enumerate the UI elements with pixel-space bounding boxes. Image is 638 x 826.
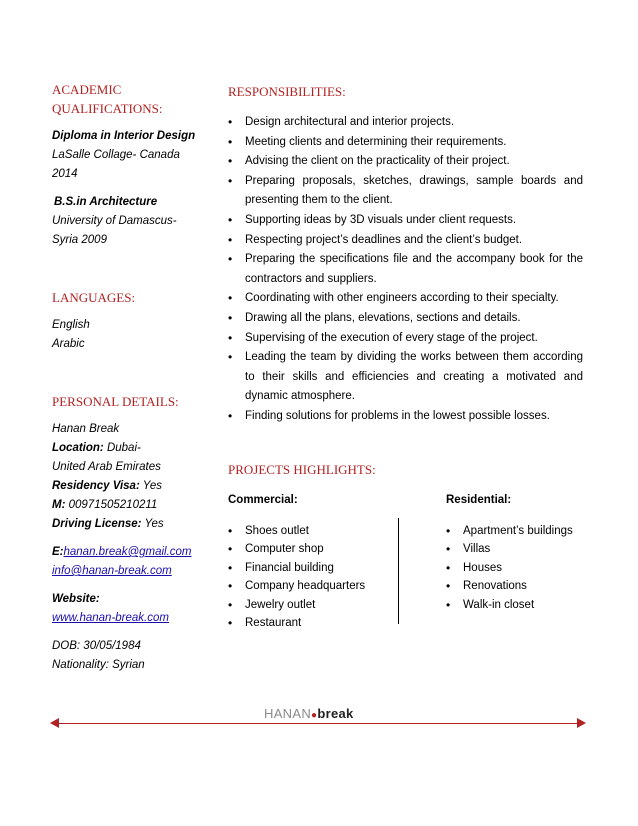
website-row [52,609,212,628]
school-name: LaSalle Collage- Canada [52,149,180,161]
license-value: Yes [144,518,164,530]
list-item: • Respecting project’s deadlines and the client’s budget. [228,231,583,251]
visa-value: Yes [142,480,162,492]
education-entry-bachelor [52,193,212,250]
list-item: • Drawing all the plans, elevations, sections and details. [228,309,583,329]
location-row [52,439,212,458]
languages-list [52,316,212,354]
left-column [52,80,212,675]
visa-row [52,477,212,496]
person-name: Hanan Break [52,423,120,435]
personal-details [52,420,212,675]
arrow-right-icon [577,718,586,728]
nationality: Nationality: Syrian [52,659,145,671]
email-link-primary[interactable]: hanan.break@gmail.com [63,546,192,558]
location-country: United Arab Emirates [52,461,161,473]
list-item: • Leading the team by dividing the works between them according to their skills and efficiencies and creating a motivated and dynamic atmosphere. [228,348,583,407]
list-item: • Preparing proposals, sketches, drawings, sample boards and presenting them to the client. [228,172,583,211]
responsibilities-list [228,113,583,427]
list-item: • Supervising of the execution of every stage of the project. [228,329,583,349]
date-of-birth: DOB: 30/05/1984 [52,640,141,652]
license-row [52,515,212,534]
commercial-heading: Commercial: [228,494,298,506]
email-row [52,543,212,562]
languages-heading: LANGUAGES: [52,290,136,305]
responsibilities-heading: RESPONSIBILITIES: [228,84,346,99]
personal-details-heading: PERSONAL DETAILS: [52,394,179,409]
logo-dot-icon: ● [311,710,318,721]
list-item: • Preparing the specifications file and the accompany book for the contractors and suppliers. [228,250,583,289]
email-label: E: [52,546,64,558]
list-item: • Coordinating with other engineers according to their specialty. [228,289,583,309]
mobile-value: 00971505210211 [68,499,158,511]
list-item: • Computer shop [228,540,365,558]
logo-text-bold: break [317,706,354,721]
list-item: • Supporting ideas by 3D visuals under client requests. [228,211,583,231]
website-link[interactable]: www.hanan-break.com [52,612,169,624]
website-label: Website: [52,593,100,605]
list-item: • Advising the client on the practicality of their project. [228,152,583,172]
school-name: University of Damascus- [52,215,177,227]
degree-title: Diploma in Interior Design [52,130,196,142]
academic-qualifications-heading: ACADEMIC QUALIFICATIONS: [52,82,163,116]
list-item: • Company headquarters [228,577,365,595]
license-label: Driving License: [52,518,142,530]
mobile-row [52,496,212,515]
brand-logo [262,706,356,721]
mobile-label: M: [52,499,66,511]
residential-heading: Residential: [446,494,512,506]
school-location-year: Syria 2009 [52,234,107,246]
list-item: • Restaurant [228,614,365,632]
list-item: • Houses [446,559,573,577]
list-item: • Apartment’s buildings [446,522,573,540]
list-item: • Villas [446,540,573,558]
commercial-projects-list [228,522,365,632]
right-column [228,80,583,427]
language-item: English [52,319,90,331]
location-city: Dubai- [106,442,141,454]
email-row-secondary [52,562,212,581]
graduation-year: 2014 [52,168,78,180]
list-item: • Renovations [446,577,573,595]
list-item: • Walk-in closet [446,596,573,614]
residential-projects-list [446,522,573,614]
arrow-left-icon [50,718,59,728]
language-item: Arabic [52,338,85,350]
list-item: • Design architectural and interior projects. [228,113,583,133]
list-item: • Meeting clients and determining their requirements. [228,133,583,153]
list-item: • Financial building [228,559,365,577]
degree-title: B.S.in Architecture [54,196,158,208]
projects-highlights-heading: PROJECTS HIGHLIGHTS: [228,462,376,477]
location-label: Location: [52,442,104,454]
footer-divider [52,723,583,724]
education-entry-diploma [52,127,212,184]
email-link-secondary[interactable]: info@hanan-break.com [52,565,172,577]
list-item: • Jewelry outlet [228,596,365,614]
list-item: • Finding solutions for problems in the lowest possible losses. [228,407,583,427]
list-item: • Shoes outlet [228,522,365,540]
column-divider [398,518,399,624]
visa-label: Residency Visa: [52,480,140,492]
logo-text-light: HANAN [264,706,312,721]
